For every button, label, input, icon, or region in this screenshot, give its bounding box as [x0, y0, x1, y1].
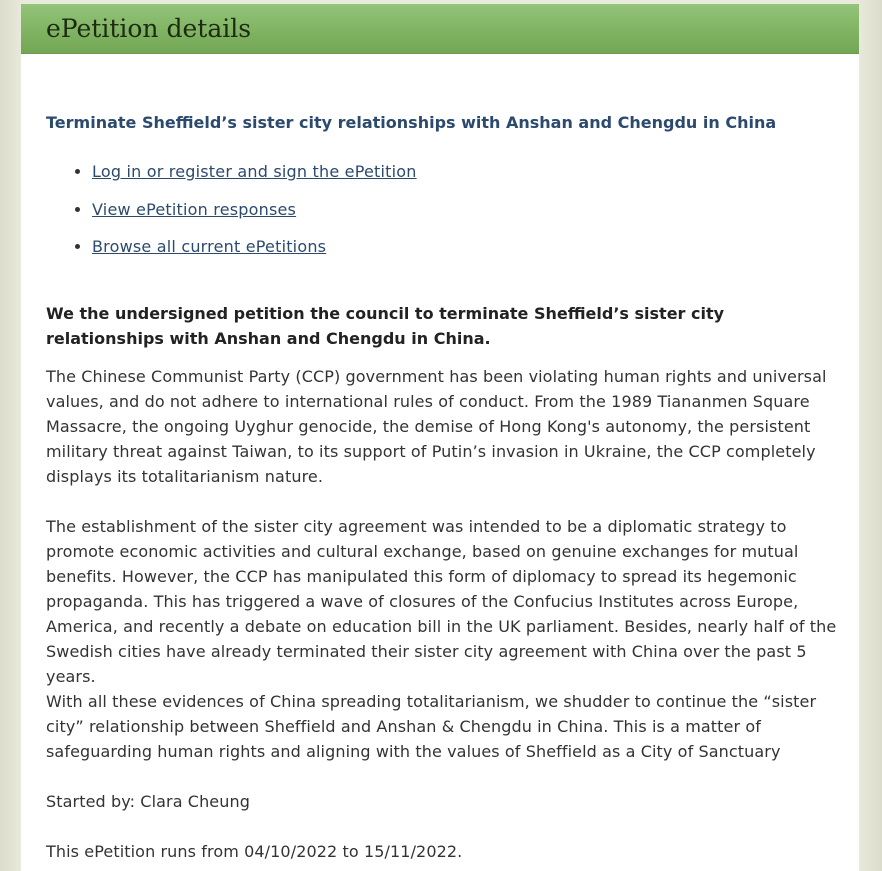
browse-petitions-link[interactable]: Browse all current ePetitions	[92, 237, 327, 256]
list-item	[92, 234, 417, 272]
petition-statement: We the undersigned petition the council to terminate Sheffield’s sister city relationships with Anshan and Chengdu in China.	[46, 304, 725, 348]
list-item	[92, 159, 417, 197]
petition-paragraph: The Chinese Communist Party (CCP) government has been violating human rights and universal values, and do not adhere to international rules of conduct. From the 1989 Tiananmen Square Massacre, the ongoing Uyghur genocide, the demise of Hong Kong's autonomy, the persistent military threat against Taiwan, to its support of Putin’s invasion in Ukraine, the CCP completely displays its totalitarianism nature.	[46, 367, 827, 486]
petition-actions-list	[46, 159, 417, 272]
list-item	[92, 197, 417, 235]
petition-details-panel	[21, 4, 859, 871]
sign-petition-link[interactable]: Log in or register and sign the ePetition	[92, 162, 417, 181]
started-by-text: Started by: Clara Cheung	[46, 792, 250, 811]
petition-paragraph: The establishment of the sister city agreement was intended to be a diplomatic strategy to promote economic activities and cultural exchange, based on genuine exchanges for mutual benefits. However, the CCP has manipulated this form of diplomacy to spread its hegemonic propaganda. This has triggered a wave of closures of the Confucius Institutes across Europe, America, and recently a debate on education bill in the UK parliament. Besides, nearly half of the Swedish cities have already terminated their sister city agreement with China over the past 5 years.	[46, 517, 837, 686]
petition-title: Terminate Sheffield’s sister city relationships with Anshan and Chengdu in China	[46, 113, 777, 132]
panel-header	[21, 4, 859, 54]
petition-paragraph: With all these evidences of China spreading totalitarianism, we shudder to continue the “sister city” relationship between Sheffield and Anshan & Chengdu in China. This is a matter of safeguarding human rights and aligning with the values of Sheffield as a City of Sanctuary	[46, 692, 817, 761]
page-title: ePetition details	[46, 14, 252, 43]
view-responses-link[interactable]: View ePetition responses	[92, 199, 297, 219]
petition-dates-text: This ePetition runs from 04/10/2022 to 15/11/2022.	[46, 842, 463, 861]
